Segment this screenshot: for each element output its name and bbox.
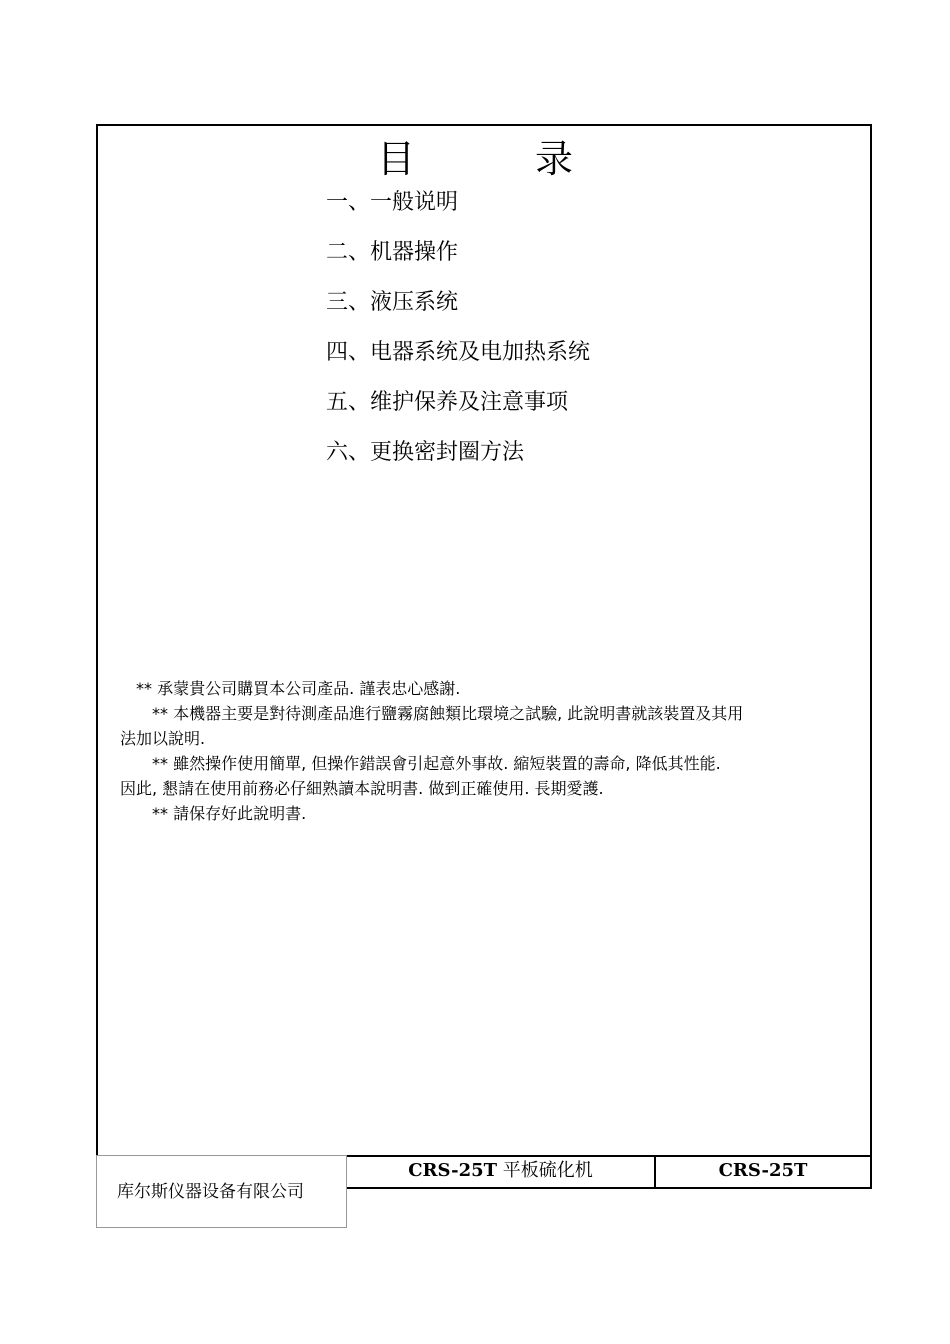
toc-item: 一、一般说明 bbox=[326, 190, 459, 215]
model-code: CRS-25T bbox=[408, 1160, 498, 1181]
note-line: 因此, 懇請在使用前務必仔細熟讀本說明書. 做到正確使用. 長期愛護. bbox=[120, 779, 604, 798]
toc-item: 五、维护保养及注意事项 bbox=[326, 390, 569, 415]
title-char-2: 录 bbox=[535, 137, 574, 181]
model-name: 平板硫化机 bbox=[502, 1160, 593, 1181]
toc-item: 三、液压系统 bbox=[326, 290, 459, 315]
title-char-1: 目 bbox=[376, 137, 415, 181]
product-code: CRS-25T bbox=[718, 1160, 808, 1181]
company-name: 库尔斯仪器设备有限公司 bbox=[96, 1155, 347, 1228]
toc-item: 六、更换密封圈方法 bbox=[326, 440, 525, 465]
preface-notes bbox=[120, 676, 865, 826]
note-line: ** 本機器主要是對待測產品進行鹽霧腐蝕類比環境之試驗, 此說明書就該裝置及其用 bbox=[120, 704, 744, 723]
note-line: ** 承蒙貴公司購買本公司產品. 謹表忠心感謝. bbox=[120, 679, 461, 698]
note-line: ** 雖然操作使用簡單, 但操作錯誤會引起意外事故. 縮短裝置的壽命, 降低其性能. bbox=[120, 754, 721, 773]
note-line: 法加以說明. bbox=[120, 729, 206, 748]
model-cell bbox=[347, 1156, 656, 1188]
toc-item: 二、机器操作 bbox=[326, 240, 459, 265]
note-line: ** 請保存好此說明書. bbox=[120, 804, 307, 823]
table-of-contents bbox=[326, 186, 590, 486]
toc-item: 四、电器系统及电加热系统 bbox=[326, 340, 591, 365]
page-title bbox=[0, 128, 950, 183]
